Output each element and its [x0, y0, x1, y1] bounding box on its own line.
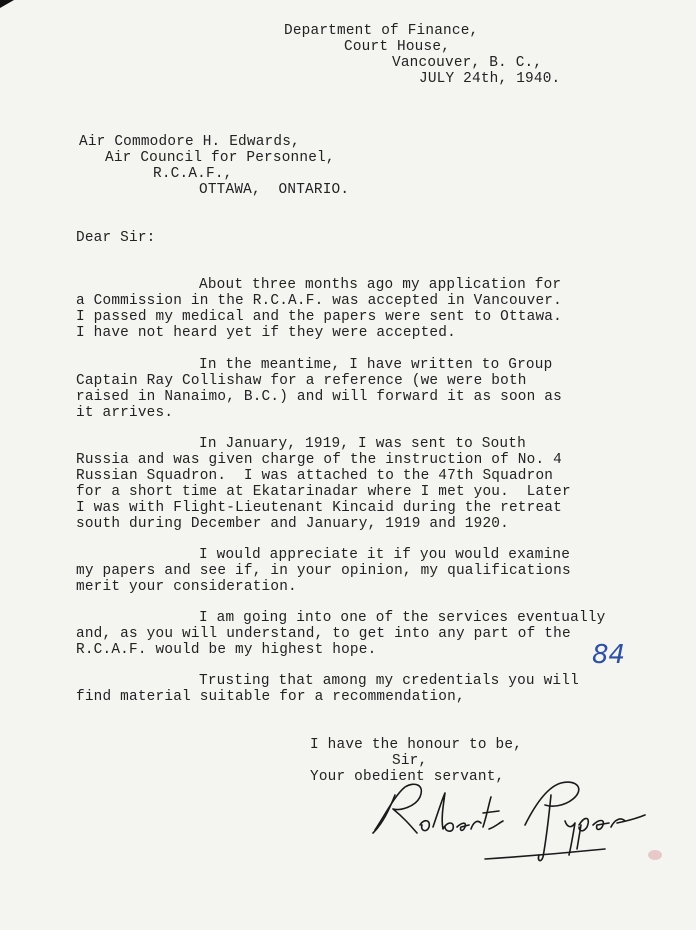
body-line: In January, 1919, I was sent to South [199, 436, 526, 452]
body-line: I would appreciate it if you would examine [199, 547, 571, 563]
body-line: find material suitable for a recommendation, [76, 689, 465, 705]
closing-line: I have the honour to be, [310, 737, 523, 753]
handwritten-annotation: 84 [592, 640, 626, 670]
letterhead-city: Vancouver, B. C., [392, 55, 543, 71]
body-line: a Commission in the R.C.A.F. was accepted in Vancouver. [76, 293, 562, 309]
body-line: for a short time at Ekatarinadar where I met you. Later [76, 484, 571, 500]
body-line: Captain Ray Collishaw for a reference (we were both [76, 373, 527, 389]
body-line: Russia and was given charge of the instruction of No. 4 [76, 452, 562, 468]
body-line: About three months ago my application for [199, 277, 562, 293]
recipient-org: R.C.A.F., [153, 166, 233, 182]
body-line: I am going into one of the services eventually [199, 610, 606, 626]
body-line: raised in Nanaimo, B.C.) and will forward it as soon as [76, 389, 562, 405]
letterhead-department: Department of Finance, [284, 23, 479, 39]
body-line: Trusting that among my credentials you will [199, 673, 579, 689]
letterhead-building: Court House, [344, 39, 451, 55]
page-corner-mark [0, 0, 14, 8]
body-line: I passed my medical and the papers were sent to Ottawa. [76, 309, 562, 325]
body-line: I was with Flight-Lieutenant Kincaid during the retreat [76, 500, 562, 516]
body-line: In the meantime, I have written to Group [199, 357, 553, 373]
recipient-name: Air Commodore H. Edwards, [79, 134, 300, 150]
body-line: my papers and see if, in your opinion, my qualifications [76, 563, 571, 579]
recipient-role: Air Council for Personnel, [105, 150, 335, 166]
body-line: and, as you will understand, to get into any part of the [76, 626, 571, 642]
body-line: Russian Squadron. I was attached to the 47th Squadron [76, 468, 554, 484]
body-line: R.C.A.F. would be my highest hope. [76, 642, 377, 658]
ink-smudge [648, 850, 662, 860]
letter-date: JULY 24th, 1940. [419, 71, 561, 87]
body-line: it arrives. [76, 405, 174, 421]
body-line: I have not heard yet if they were accepted. [76, 325, 456, 341]
handwritten-signature [365, 775, 655, 870]
body-line: south during December and January, 1919 and 1920. [76, 516, 509, 532]
closing-line: Sir, [392, 753, 428, 769]
recipient-place: OTTAWA, ONTARIO. [199, 182, 350, 198]
body-line: merit your consideration. [76, 579, 297, 595]
closing-line: Your obedient servant, [310, 769, 505, 785]
salutation: Dear Sir: [76, 230, 156, 246]
